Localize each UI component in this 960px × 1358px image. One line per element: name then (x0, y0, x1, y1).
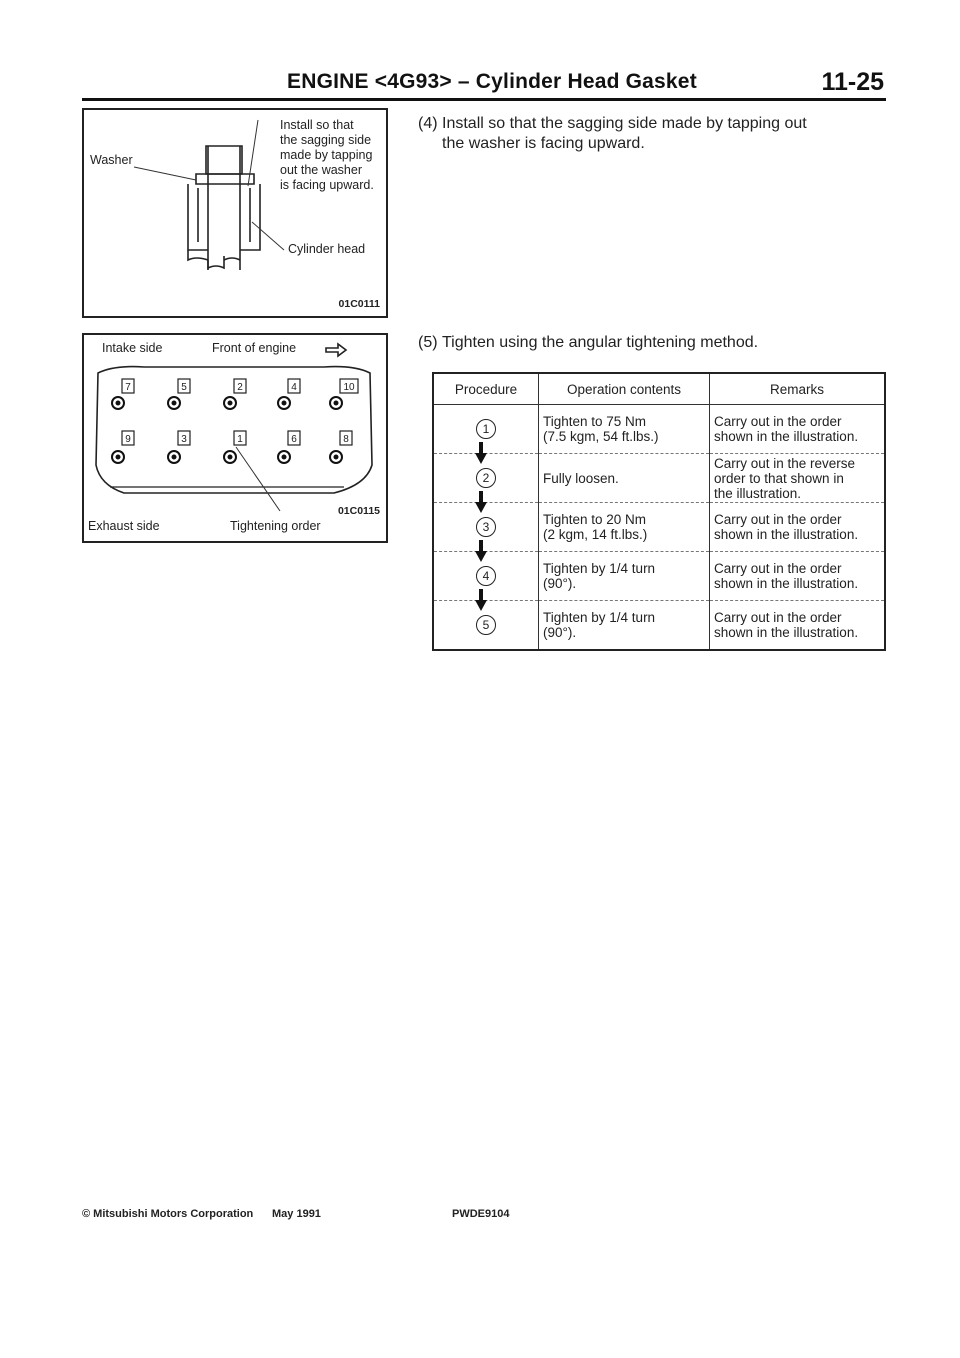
step-5-text: Tighten using the angular tightening method. (442, 334, 759, 351)
front-of-engine-label: Front of engine (212, 341, 297, 355)
header-operation: Operation contents (539, 373, 710, 405)
procedure-table (432, 372, 886, 651)
tightening-order-label: Tightening order (230, 519, 321, 533)
install-note-line: is facing upward. (280, 178, 374, 192)
bolt-center (282, 401, 287, 406)
bolt-number: 8 (343, 434, 349, 445)
operation-line: (90°). (543, 625, 577, 640)
operation-cell (539, 503, 710, 552)
bolt-4 (278, 379, 300, 409)
bolt-1 (224, 431, 246, 463)
step-5-paragraph (418, 333, 898, 353)
install-note-line: out the washer (280, 163, 362, 177)
bolt-number: 9 (125, 434, 131, 445)
table-row (433, 454, 885, 503)
bolt-number: 3 (181, 434, 187, 445)
operation-cell (539, 552, 710, 601)
operation-line: Fully loosen. (543, 470, 619, 486)
procedure-cell (433, 405, 539, 454)
step-number: (4) (418, 115, 438, 132)
table-header-row (433, 373, 885, 405)
remarks-line: shown in the illustration. (714, 576, 859, 591)
washer-figure (82, 108, 388, 318)
table-row (433, 503, 885, 552)
page-header (82, 68, 886, 101)
footer-copyright: © Mitsubishi Motors Corporation (82, 1208, 254, 1220)
bolt-number: 10 (343, 382, 355, 393)
step-circle: 3 (476, 517, 496, 537)
tightening-order-figure (82, 333, 388, 543)
remarks-line: Carry out in the order (714, 512, 842, 527)
top-bolt-row (112, 379, 358, 409)
bolt-center (172, 455, 177, 460)
install-note-line: the sagging side (280, 133, 372, 147)
step-circle: 4 (476, 566, 496, 586)
bolt-number: 5 (181, 382, 187, 393)
table-row (433, 552, 885, 601)
install-note-line: Install so that (280, 118, 354, 132)
remarks-line: Carry out in the order (714, 610, 842, 625)
bolt-center (116, 455, 121, 460)
step-circle: 2 (476, 468, 496, 488)
page-number: 11-25 (821, 68, 884, 96)
bolt-number: 4 (291, 382, 297, 393)
page-title: ENGINE <4G93> – Cylinder Head Gasket (287, 70, 697, 93)
remarks-line: Carry out in the order (714, 561, 842, 576)
washer-label: Washer (90, 153, 133, 167)
bolt-9 (112, 431, 134, 463)
operation-line: (7.5 kgm, 54 ft.lbs.) (543, 429, 659, 444)
figure-code: 01C0111 (338, 298, 380, 310)
bolt-number: 7 (125, 382, 131, 393)
step-circle: 5 (476, 615, 496, 635)
procedure-cell (433, 552, 539, 601)
bolt-3 (168, 431, 190, 463)
bolt-2 (224, 379, 246, 409)
operation-line: Tighten by 1/4 turn (543, 561, 656, 576)
bolt-center (334, 401, 339, 406)
footer-date: May 1991 (272, 1208, 321, 1220)
remarks-cell (710, 454, 886, 503)
bolt-center (116, 401, 121, 406)
cylinder-head-label: Cylinder head (288, 242, 366, 256)
operation-cell (539, 454, 710, 503)
remarks-cell (710, 405, 886, 454)
remarks-line: shown in the illustration. (714, 429, 859, 444)
front-arrow-icon (326, 344, 346, 356)
bolt-center (172, 401, 177, 406)
bolt-number: 6 (291, 434, 297, 445)
intake-side-label: Intake side (102, 341, 163, 355)
operation-line: (90°). (543, 576, 577, 591)
step-circle: 1 (476, 419, 496, 439)
bolt-5 (168, 379, 190, 409)
step-4-line-1: Install so that the sagging side made by tapping out (442, 115, 807, 132)
remarks-line: Carry out in the order (714, 414, 842, 429)
remarks-line: Carry out in the reverse (714, 455, 856, 471)
header-remarks: Remarks (710, 373, 886, 405)
remarks-cell (710, 601, 886, 651)
bottom-bolt-row (112, 431, 352, 463)
procedure-cell (433, 601, 539, 651)
table-row (433, 601, 885, 651)
operation-line: (2 kgm, 14 ft.lbs.) (543, 527, 648, 542)
table-row (433, 405, 885, 454)
operation-line: Tighten by 1/4 turn (543, 610, 656, 625)
operation-cell (539, 601, 710, 651)
bolt-8 (330, 431, 352, 463)
bolt-center (228, 455, 233, 460)
exhaust-side-label: Exhaust side (88, 519, 160, 533)
remarks-line: the illustration. (714, 485, 802, 501)
operation-line: Tighten to 75 Nm (543, 414, 647, 429)
operation-cell (539, 405, 710, 454)
bolt-center (334, 455, 339, 460)
install-note-line: made by tapping (280, 148, 373, 162)
bolt-center (282, 455, 287, 460)
step-number: (5) (418, 334, 438, 351)
remarks-line: order to that shown in (714, 470, 844, 486)
remarks-line: shown in the illustration. (714, 527, 859, 542)
install-note (280, 118, 374, 193)
figure-code: 01C0115 (337, 505, 380, 517)
step-4-paragraph (418, 114, 898, 154)
remarks-line: shown in the illustration. (714, 625, 859, 640)
remarks-cell (710, 503, 886, 552)
bolt-number: 2 (237, 382, 243, 393)
bolt-center (228, 401, 233, 406)
footer-code: PWDE9104 (452, 1208, 510, 1220)
step-4-line-2: the washer is facing upward. (442, 135, 645, 152)
bolt-10 (330, 379, 358, 409)
bolt-7 (112, 379, 134, 409)
procedure-cell (433, 454, 539, 503)
operation-line: Tighten to 20 Nm (543, 512, 647, 527)
header-procedure: Procedure (433, 373, 539, 405)
bolt-number: 1 (237, 434, 243, 445)
remarks-cell (710, 552, 886, 601)
procedure-cell (433, 503, 539, 552)
bolt-6 (278, 431, 300, 463)
